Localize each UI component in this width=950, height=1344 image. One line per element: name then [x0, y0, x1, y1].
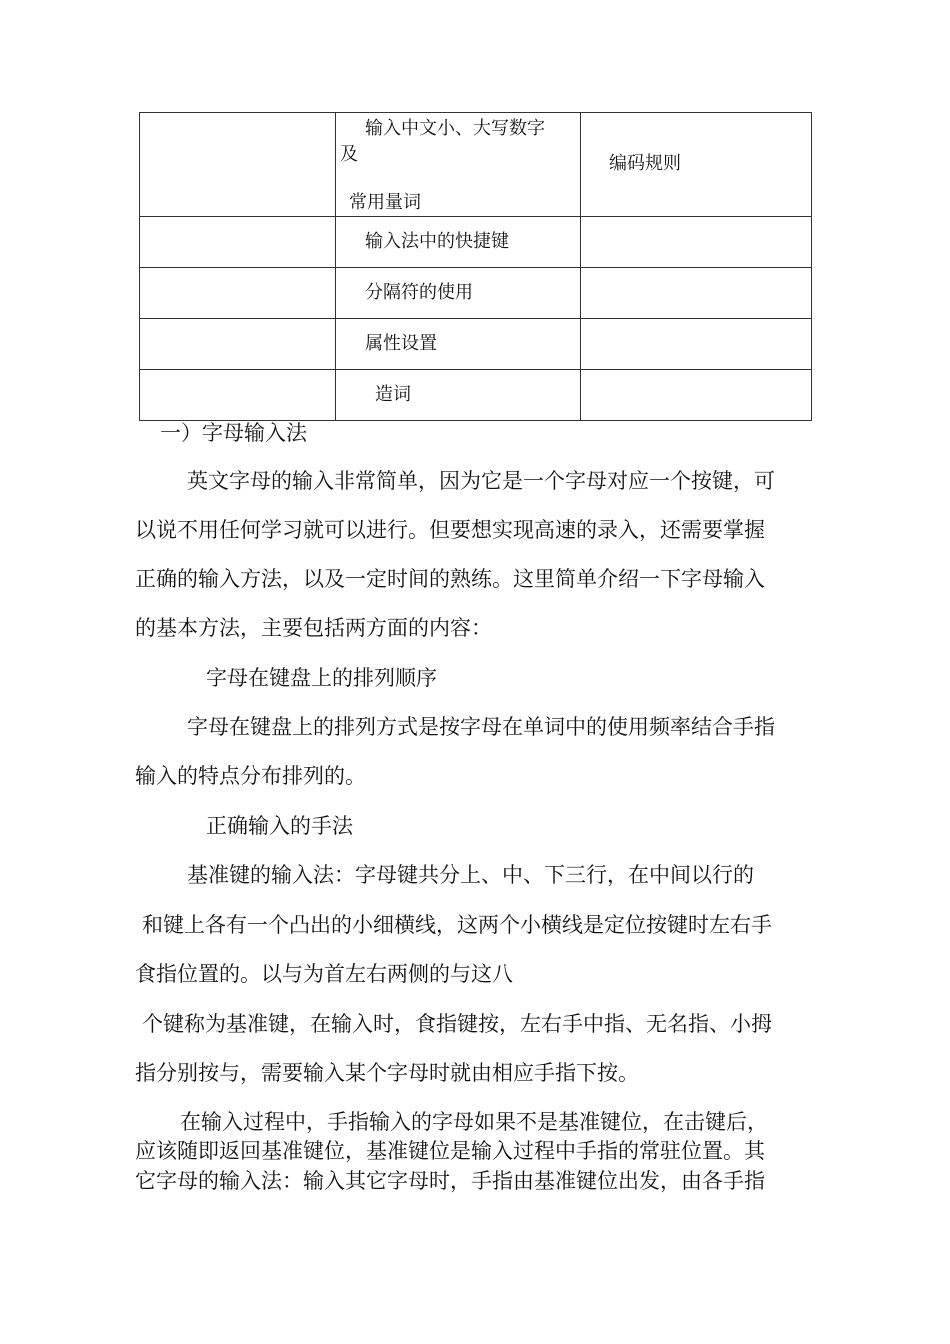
cell-text: 常用量词 [349, 192, 421, 213]
table-row [140, 370, 812, 421]
paragraph-line: 在输入过程中，手指输入的字母如果不是基准键位，在击键后， [180, 1110, 768, 1134]
cell-text: 输入法中的快捷键 [365, 231, 509, 252]
table-cell [336, 268, 581, 319]
paragraph-line: 英文字母的输入非常简单，因为它是一个字母对应一个按键，可 [187, 469, 775, 493]
table-cell [140, 217, 336, 268]
table-cell [581, 113, 812, 217]
table-cell [336, 319, 581, 370]
table-row [140, 319, 812, 370]
cell-text: 分隔符的使用 [365, 282, 473, 303]
cell-text: 及 [340, 144, 358, 165]
cell-text: 属性设置 [365, 333, 437, 354]
table-row [140, 268, 812, 319]
table-cell [336, 113, 581, 217]
outline-table [139, 112, 812, 421]
table-cell [581, 268, 812, 319]
paragraph-line: 应该随即返回基准键位，基准键位是输入过程中手指的常驻位置。其 [135, 1139, 765, 1163]
paragraph-line: 和键上各有一个凸出的小细横线，这两个小横线是定位按键时左右手 [142, 913, 772, 937]
subsection-title: 字母在键盘上的排列顺序 [206, 666, 437, 690]
paragraph-line: 以说不用任何学习就可以进行。但要想实现高速的录入，还需要掌握 [135, 518, 765, 542]
table-row [140, 217, 812, 268]
table-cell [581, 217, 812, 268]
paragraph-line: 输入的特点分布排列的。 [135, 764, 366, 788]
table-cell [336, 370, 581, 421]
table-cell [581, 370, 812, 421]
cell-text: 编码规则 [609, 153, 681, 174]
table-cell [140, 370, 336, 421]
table-cell [581, 319, 812, 370]
table-cell [140, 268, 336, 319]
cell-text: 输入中文小、大写数字 [365, 118, 545, 139]
paragraph-line: 正确的输入方法，以及一定时间的熟练。这里简单介绍一下字母输入 [135, 567, 765, 591]
table-cell [140, 319, 336, 370]
paragraph-line: 字母在键盘上的排列方式是按字母在单词中的使用频率结合手指 [187, 715, 775, 739]
paragraph-line: 它字母的输入法：输入其它字母时，手指由基准键位出发，由各手指 [135, 1169, 765, 1193]
cell-text: 造词 [375, 384, 411, 405]
paragraph-line: 的基本方法，主要包括两方面的内容： [135, 616, 492, 640]
paragraph-line: 个键称为基准键，在输入时，食指键按，左右手中指、无名指、小拇 [142, 1012, 772, 1036]
table-cell [336, 217, 581, 268]
table-row [140, 113, 812, 217]
subsection-title: 正确输入的手法 [206, 814, 353, 838]
paragraph-line: 食指位置的。以与为首左右两侧的与这八 [135, 962, 513, 986]
paragraph-line: 指分别按与，需要输入某个字母时就由相应手指下按。 [135, 1061, 639, 1085]
section-heading: 一）字母输入法 [160, 421, 307, 445]
paragraph-line: 基准键的输入法：字母键共分上、中、下三行，在中间以行的 [187, 863, 754, 887]
table-cell [140, 113, 336, 217]
